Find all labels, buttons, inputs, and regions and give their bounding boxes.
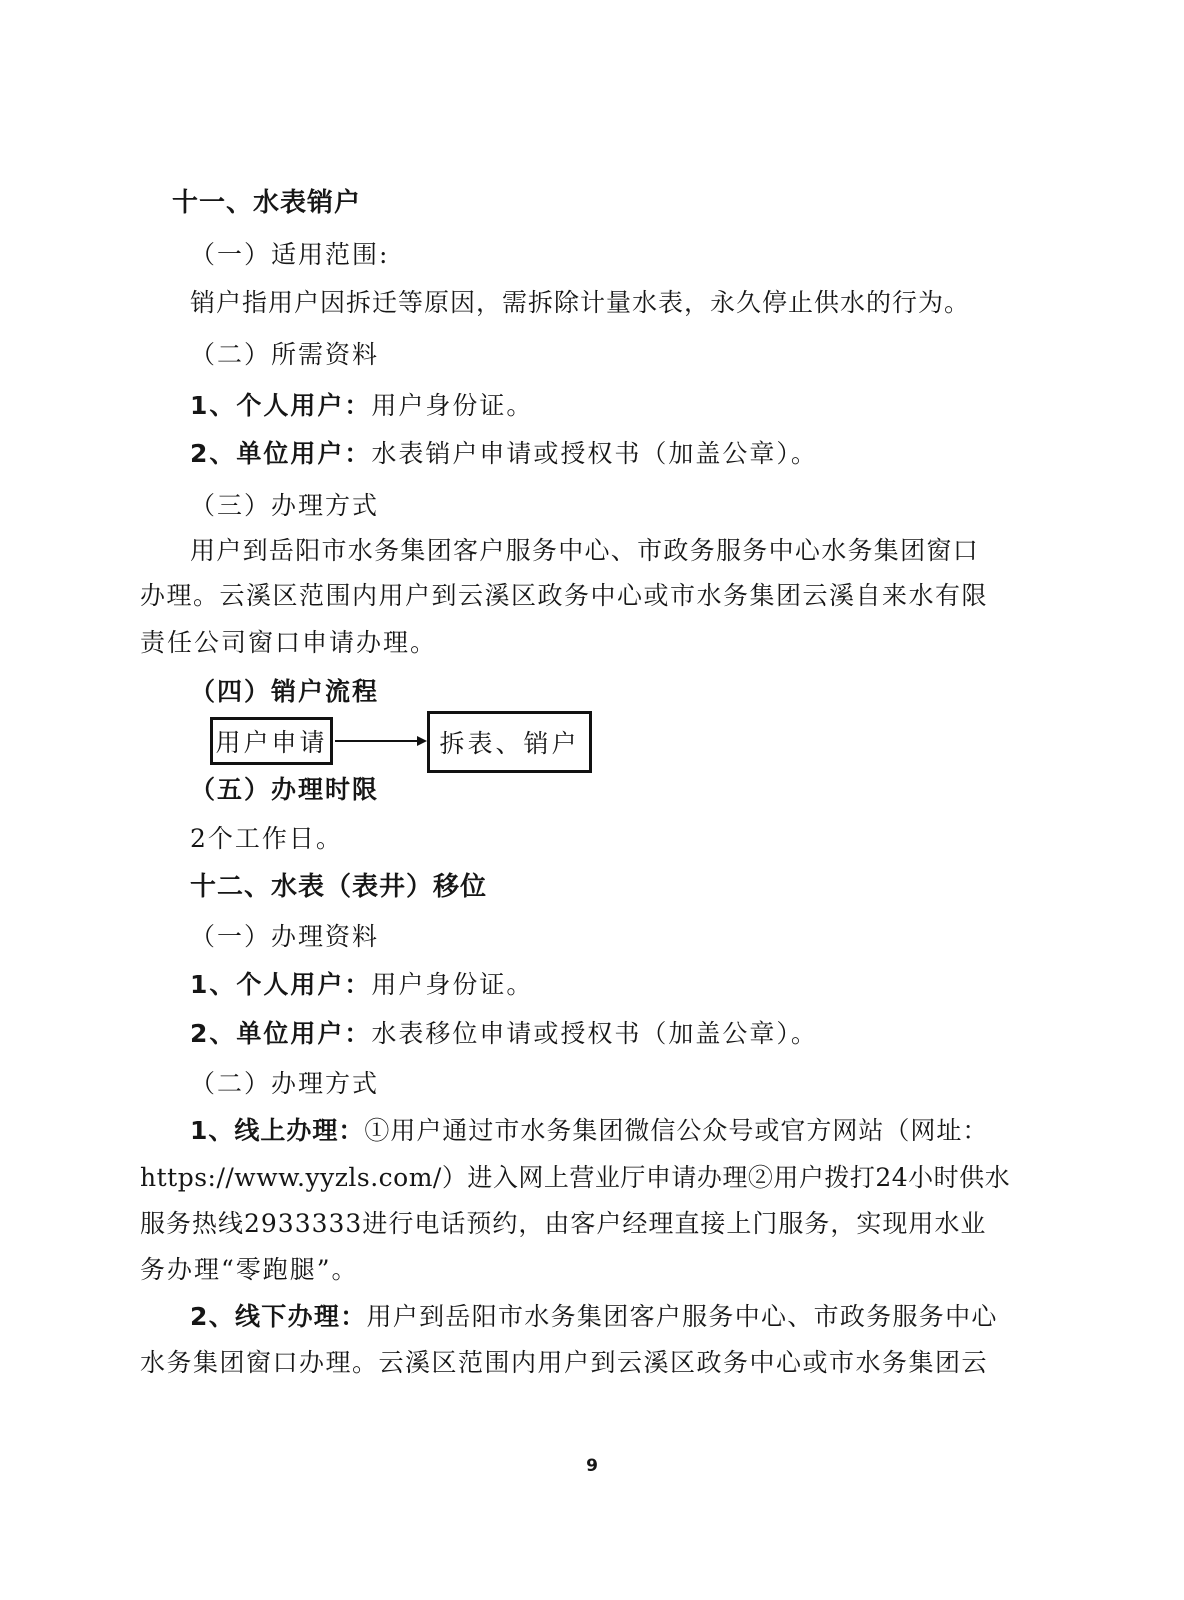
item-label: 2、单位用户： (190, 1019, 372, 1048)
section-11-method-line1: 用户到岳阳市水务集团客户服务中心、市政务服务中心水务集团窗口 (190, 536, 980, 565)
section-11-method-line3: 责任公司窗口申请办理。 (140, 628, 438, 657)
section-12-item-unit (190, 1017, 818, 1051)
item-text: 水表销户申请或授权书（加盖公章）。 (371, 439, 818, 468)
section-12-offline-line2: 水务集团窗口办理。云溪区范围内用户到云溪区政务中心或市水务集团云 (140, 1348, 989, 1377)
item-label: 1、个人用户： (190, 391, 372, 420)
online-text: ①用户通过市水务集团微信公众号或官方网站（网址： (364, 1116, 989, 1145)
section-12-item-personal (190, 968, 533, 1002)
offline-label: 2、线下办理： (190, 1302, 367, 1331)
online-label: 1、线上办理： (190, 1116, 365, 1145)
section-12-materials-heading: （一）办理资料 (190, 922, 380, 951)
flow-arrow (333, 733, 427, 749)
section-11-item-personal (190, 389, 533, 423)
item-label: 2、单位用户： (190, 439, 372, 468)
section-12-title: 十二、水表（表井）移位 (190, 872, 488, 902)
page-number: 9 (586, 1456, 598, 1476)
flow-step-apply: 用户申请 (210, 717, 333, 765)
item-label: 1、个人用户： (190, 970, 372, 999)
item-text: 水表移位申请或授权书（加盖公章）。 (371, 1019, 818, 1048)
section-11-method-line2: 办理。云溪区范围内用户到云溪区政务中心或市水务集团云溪自来水有限 (140, 581, 989, 610)
section-11-scope-text: 销户指用户因拆迁等原因，需拆除计量水表，永久停止供水的行为。 (190, 288, 971, 317)
section-11-time-heading: （五）办理时限 (190, 775, 380, 804)
item-text: 用户身份证。 (371, 391, 534, 420)
section-11-title: 十一、水表销户 (172, 188, 362, 218)
section-11-item-unit (190, 437, 818, 471)
offline-text: 用户到岳阳市水务集团客户服务中心、市政务服务中心 (366, 1302, 998, 1331)
section-11-method-heading: （三）办理方式 (190, 491, 380, 520)
section-12-online-line4: 务办理“零跑腿”。 (140, 1255, 359, 1284)
section-12-offline-line1 (190, 1300, 998, 1334)
item-text: 用户身份证。 (371, 970, 534, 999)
section-12-method-heading: （二）办理方式 (190, 1069, 380, 1098)
flow-step-remove: 拆表、销户 (427, 711, 592, 773)
section-11-materials-heading: （二）所需资料 (190, 340, 380, 369)
section-12-online-line2: https://www.yyzls.com/）进入网上营业厅申请办理②用户拨打24小时供水 (140, 1163, 1011, 1192)
section-12-online-line1 (190, 1114, 988, 1148)
section-11-time-text: 2个工作日。 (190, 824, 343, 853)
section-11-scope-heading: （一）适用范围: (190, 240, 390, 269)
section-12-online-line3: 服务热线2933333进行电话预约，由客户经理直接上门服务，实现用水业 (140, 1209, 987, 1238)
section-11-flow-heading: （四）销户流程 (190, 677, 380, 706)
